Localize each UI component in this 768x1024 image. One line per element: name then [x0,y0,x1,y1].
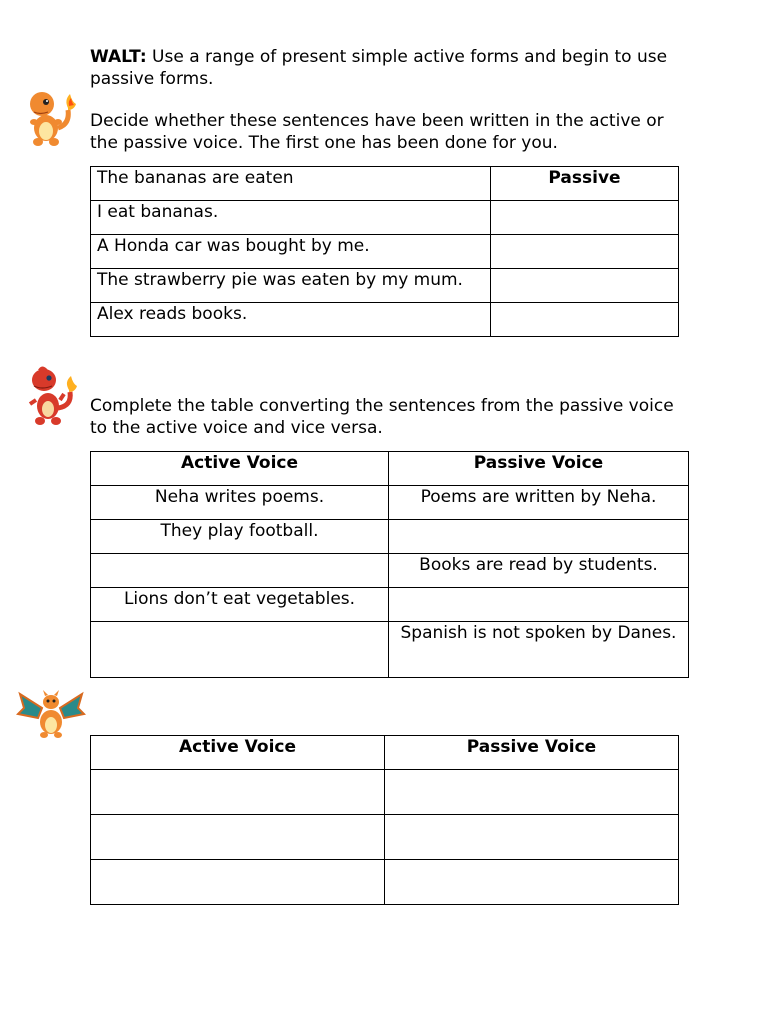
answer-cell: Passive [491,167,679,201]
voice-conversion-table [90,451,689,678]
table-row [91,622,689,678]
answer-cell[interactable] [491,201,679,235]
active-cell: Neha writes poems. [91,486,389,520]
active-cell: They play football. [91,520,389,554]
passive-voice-header: Passive Voice [389,452,689,486]
active-cell[interactable] [91,815,385,860]
table-row [91,520,689,554]
table-row [91,770,679,815]
charizard-icon [16,688,86,740]
table-row [91,486,689,520]
passive-cell[interactable] [389,588,689,622]
table-row [91,201,679,235]
answer-cell[interactable] [491,269,679,303]
sentence-cell: I eat bananas. [91,201,491,235]
walt-label: WALT: [90,47,147,67]
passive-cell: Books are read by students. [389,554,689,588]
passive-cell: Poems are written by Neha. [389,486,689,520]
active-cell[interactable] [91,770,385,815]
sentence-cell: The strawberry pie was eaten by my mum. [91,269,491,303]
active-cell: Lions don’t eat vegetables. [91,588,389,622]
practice-table [90,735,679,905]
answer-cell[interactable] [491,235,679,269]
passive-cell[interactable] [385,860,679,905]
sentence-cell: Alex reads books. [91,303,491,337]
sentence-cell: A Honda car was bought by me. [91,235,491,269]
section2-instruction: Complete the table converting the sentences from the passive voice to the active voice and vice versa. [90,396,674,438]
section1-instruction: Decide whether these sentences have been written in the active or the passive voice. The first one has been done for you. [90,111,664,153]
table-row [91,588,689,622]
voice-identification-table [90,166,679,337]
table-header-row [91,736,679,770]
table-row [91,303,679,337]
active-cell[interactable] [91,554,389,588]
passive-voice-header: Passive Voice [385,736,679,770]
passive-cell[interactable] [385,770,679,815]
table-row [91,269,679,303]
charmeleon-icon [24,364,78,428]
active-voice-header: Active Voice [91,736,385,770]
table-row [91,815,679,860]
active-cell[interactable] [91,860,385,905]
charmander-icon [22,88,78,150]
table-row [91,554,689,588]
table-row [91,860,679,905]
table-row [91,167,679,201]
active-voice-header: Active Voice [91,452,389,486]
passive-cell[interactable] [389,520,689,554]
walt-text: Use a range of present simple active forms and begin to use passive forms. [90,47,668,89]
passive-cell[interactable] [385,815,679,860]
table-header-row [91,452,689,486]
walt-objective [90,46,690,90]
answer-cell[interactable] [491,303,679,337]
sentence-cell: The bananas are eaten [91,167,491,201]
active-cell[interactable] [91,622,389,678]
table-row [91,235,679,269]
passive-cell: Spanish is not spoken by Danes. [389,622,689,678]
